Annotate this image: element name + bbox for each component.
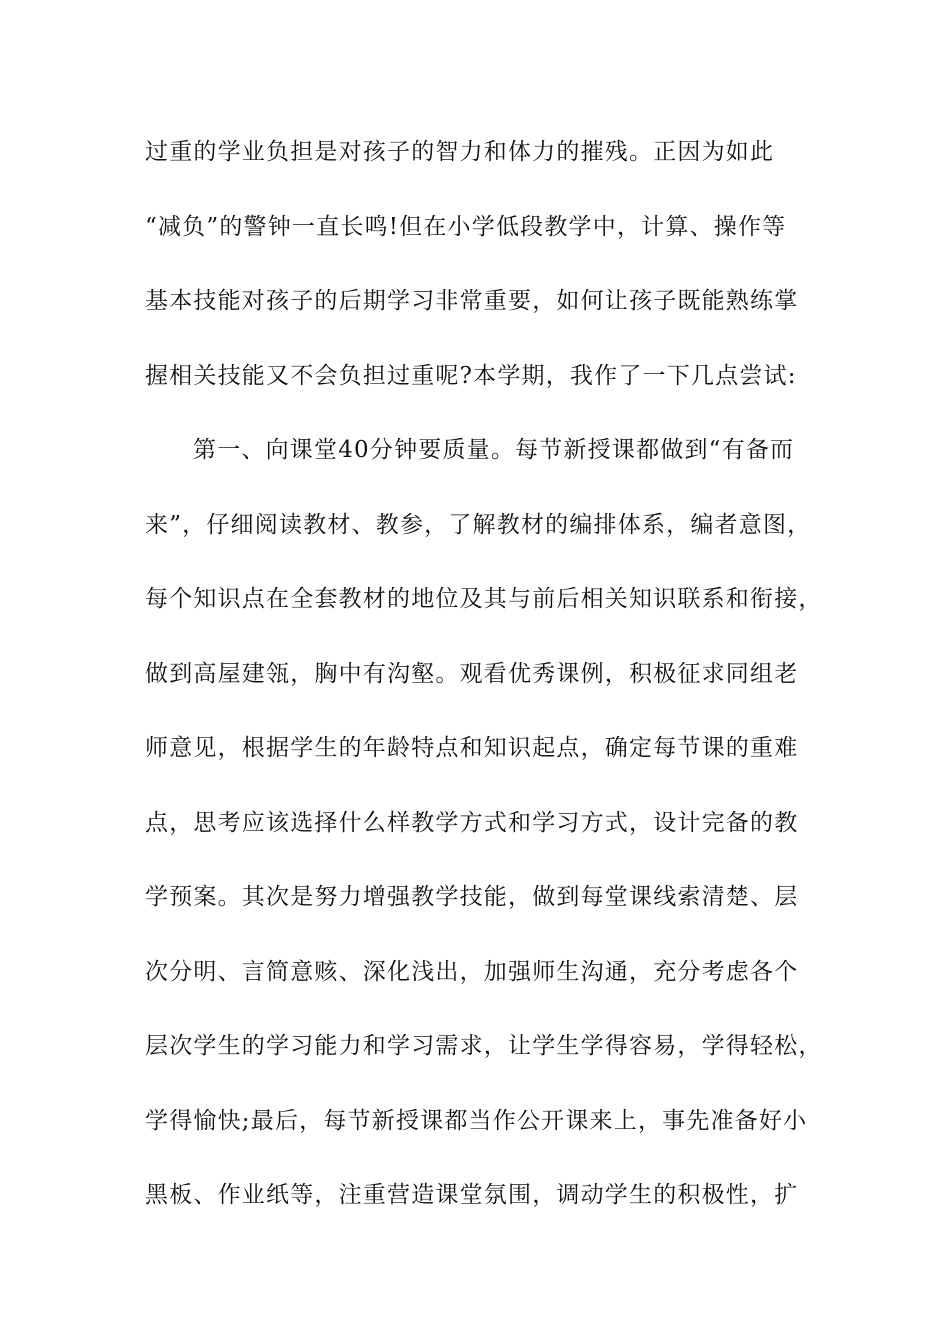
text-line: 每个知识点在全套教材的地位及其与前后相关知识联系和衔接，: [145, 586, 823, 612]
text-line: 过重的学业负担是对孩子的智力和体力的摧残。正因为如此: [145, 139, 775, 165]
text-line: “减负”的警钟一直长鸣!但在小学低段教学中，计算、操作等: [145, 213, 787, 240]
text-line: 次分明、言简意赅、深化浅出，加强师生沟通，充分考虑各个: [145, 958, 799, 985]
text-line: 握相关技能又不会负担过重呢?本学期，我作了一下几点尝试:: [145, 362, 797, 389]
text-line: 师意见，根据学生的年龄特点和知识起点，确定每节课的重难: [145, 735, 799, 761]
text-line: 学预案。其次是努力增强教学技能，做到每堂课线索清楚、层: [145, 884, 799, 910]
text-line: 点，思考应该选择什么样教学方式和学习方式，设计完备的教: [145, 809, 799, 836]
text-line: 做到高屋建瓴，胸中有沟壑。观看优秀课例，积极征求同组老: [145, 660, 799, 687]
text-line: 层次学生的学习能力和学习需求，让学生学得容易，学得轻松，: [145, 1033, 823, 1059]
text-line: 学得愉快;最后，每节新授课都当作公开课来上，事先准备好小: [145, 1107, 808, 1134]
text-line: 来”，仔细阅读教材、教参，了解教材的编排体系，编者意图，: [145, 511, 812, 538]
document-body: [145, 132, 823, 1250]
paragraph-first-line: 第一、向课堂40分钟要质量。每节新授课都做到“有备而: [193, 437, 795, 463]
text-line: 基本技能对孩子的后期学习非常重要，如何让孩子既能熟练掌: [145, 288, 799, 314]
text-line: 黑板、作业纸等，注重营造课堂氛围，调动学生的积极性，扩: [145, 1182, 799, 1208]
